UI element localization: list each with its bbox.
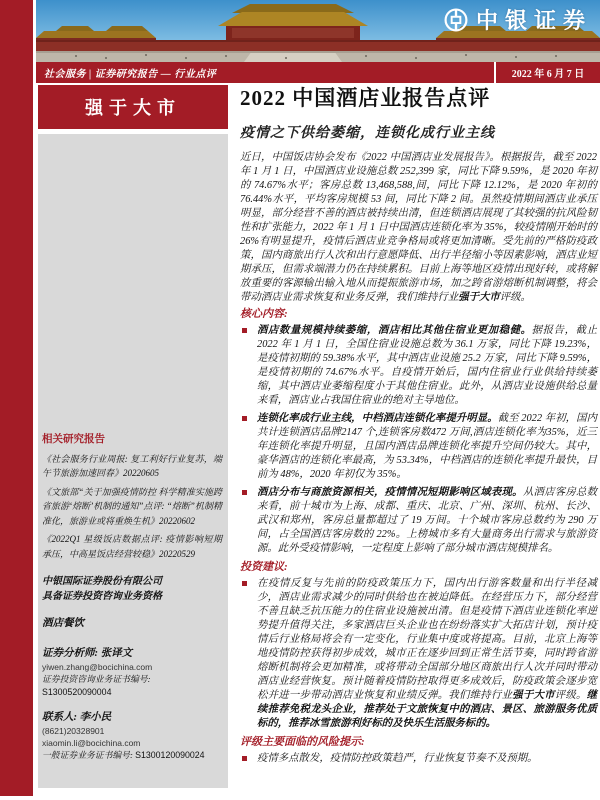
bullet-square-icon (242, 581, 247, 586)
bullet-square-icon (242, 416, 247, 421)
bullet-lead: 连锁化率成行业主线，中档酒店连锁化率提升明显。 (257, 413, 498, 424)
core-bullet-item (240, 486, 597, 556)
related-report-item[interactable]: 《社会服务行业周报: 复工利好行业复苏，端午节旅游加速回春》20220605 (42, 453, 222, 478)
report-date: 2022 年 6 月 7 日 (511, 69, 585, 80)
core-content-heading: 核心内容: (240, 308, 288, 320)
contact-cert-number: S1300120090024 (135, 749, 205, 760)
bullet-body: 据报告，截止 2022 年 1 月 1 日，全国住宿业设施总数为 36.1 万家，同比下降 19.23%，是疫情初期的 59.38%水平，其中酒店业设施 25.2 万家，同比下降 9.59%，是疫情初期的 74.67%水平。自疫情开始后，国内住宿业行业供给持续萎缩，其中酒店业萎缩程度小于其他住宿业。此外，从酒店业设施供给总量来看，酒店业占我国住宿业的绝对主导地位。 (257, 325, 597, 406)
rating-badge: 强于大市 (38, 85, 228, 129)
company-block (42, 574, 222, 604)
intro-rating-emphasis: 强于大市 (458, 292, 500, 303)
bullet-square-icon (242, 756, 247, 761)
analyst-block (42, 646, 222, 699)
contact-email[interactable]: xiaomin.li@bocichina.com (42, 737, 141, 748)
core-bullet-item (240, 412, 597, 482)
sector-label: 酒店餐饮 (42, 618, 84, 629)
bullet-square-icon (242, 328, 247, 333)
brand-logo-text: 中银证券 (475, 8, 592, 33)
contact-block (42, 710, 222, 762)
bullet-lead: 酒店分布与商旅资源相关，疫情情况短期影响区域表现。 (257, 487, 523, 498)
analyst-name: 证券分析师: 张译文 (42, 647, 133, 659)
intro-paragraph (240, 151, 597, 305)
related-report-item[interactable]: 《2022Q1 星级饭店数据点评: 疫情影响短期承压，中高星饭店经营较稳》20220529 (42, 534, 222, 559)
bullet-body: 从酒店客房总数来看，前十城市为上海、成都、重庆、北京、广州、深圳、杭州、长沙、武汉和郑州，客房总量都超过了 19 万间。十个城市客房总数约为 290 万间，占全国酒店客房数的 22%。上榜城市多有大量商务出行需求与旅游资源。此外受疫情影响，一定程度上影响了部分城市酒店规模排名。 (257, 487, 597, 554)
company-name: 中银国际证券股份有限公司 (42, 576, 162, 587)
contact-cert (42, 749, 222, 762)
bullet-body: 截至 2022 年初，国内共计连锁酒店品牌2147 个,连锁客房数472 万间,酒店连锁化率为35%，近三年连锁化率提升明显，且国内酒店品牌连锁化率提升空间仍较大。其中，豪华酒店的连锁化率最高，为 53.34%，中档酒店的连锁化率提升最快，目前为 48%，2020 年初仅为 35%。 (257, 413, 597, 480)
intro-text: 近日，中国饭店协会发布《2022 中国酒店业发展报告》。根据报告，截至 2022 年 1 月 1 日，中国酒店业设施总数 252,399 家，同比下降 9.59%，是 2020 年初的 74.67%水平；客房总数 13,468,588,间，同比下降 12.12%，是 2020 年初的 76.44%水平，平均客房规模 53 间，同比下降 2 间。虽然疫情期间酒店业承压明显，部分经营不善的酒店被持续出清，但连锁酒店展现了其较强的抗风险韧性和扩张能力，2022 年 1 月 1 日中国酒店连锁化率为 35%，较疫情刚开始时的 26%有明显提升，疫情后酒店业竞争格局或将更加清晰。受先前的严格防疫政策，国内商旅出行人次和出行意愿降低、出行半径缩小等因素影响，酒店业短期承压，但需求端潜力仍在持续累积。目前上海等地区疫情出现好转，或将解放重要的客源输出输入地从而提振旅游市场，加之跨省游熔断机制调整，将会带动酒店业需求恢复和业务反弹，我们维持行业 (240, 152, 597, 303)
risk-text: 疫情多点散发，疫情防控政策趋严，行业恢复节奏不及预期。 (257, 753, 538, 764)
company-qualification: 具备证券投资咨询业务资格 (42, 591, 162, 602)
related-report-item[interactable]: 《文旅部“关于加强疫情防控 科学精准实施跨省旅游‘熔断’机制的通知”点评: “熔断”机制精准化，旅游业或将重焕生机》20220602 (42, 486, 222, 526)
advice-text: 在疫情反复与先前的防疫政策压力下，国内出行游客数量和出行半径减少，酒店业需求减少的同时供给也在被迫降低。在经营压力下，部分经营不善且缺乏抗压能力的住宿业设施被出清。但是疫情下酒店业连锁化率逆势提升值得关注，多家酒店巨头企业也在纷纷落实扩大拓店计划，预计疫情后行业格局将会有一定变化，行业集中度或将提高。目前，北京上海等地疫情防控获得初步成效，城市正在逐步回到正常生活节奏，同时跨省游熔断机制将会更加精准，或将带动全国部分地区商旅出行人次并同时带动酒店业经营恢复。预计随着疫情防控取得更多成效后，防疫政策会逐步宽松并进一步带动酒店业恢复和业绩反弹。我们维持行业 (257, 578, 597, 701)
page-subtitle: 疫情之下供给萎缩，连锁化成行业主线 (240, 126, 495, 141)
advice-bullet-item (240, 577, 597, 731)
advice-recommendation-emphasis: 继续推荐免税龙头企业，推荐处于文旅恢复中的酒店、景区、旅游服务优质标的，推荐冰雪旅游利好标的及快乐生活服务标的。 (257, 690, 598, 729)
page-title: 2022 中国酒店业报告点评 (240, 86, 491, 110)
analyst-email[interactable]: yiwen.zhang@bocichina.com (42, 661, 153, 672)
core-bullet-item (240, 324, 597, 408)
risk-bullet-list (240, 752, 597, 766)
bullet-lead: 酒店数量规模持续萎缩，酒店相比其他住宿业更加稳健。 (257, 325, 532, 336)
main-content (240, 85, 597, 770)
contact-name: 联系人: 李小民 (42, 711, 112, 723)
advice-bullet-list (240, 577, 597, 731)
advice-text: 评级。 (554, 690, 587, 701)
risk-heading: 评级主要面临的风险提示: (240, 736, 365, 748)
contact-cert-label: 一般证券业务证书编号: (42, 749, 136, 760)
bullet-square-icon (242, 490, 247, 495)
left-accent-strip (0, 0, 33, 796)
boc-emblem-icon (443, 7, 469, 33)
meta-bar (36, 62, 600, 83)
related-reports-heading: 相关研究报告 (42, 434, 105, 445)
report-category-label: 社会服务 | 证券研究报告 — 行业点评 (44, 69, 217, 80)
brand-logo (443, 4, 592, 35)
sidebar (38, 134, 228, 788)
contact-phone: (8621)20328901 (42, 725, 105, 736)
banner-image (36, 0, 600, 62)
risk-bullet-item (240, 752, 597, 766)
advice-rating-emphasis: 强于大市 (512, 690, 555, 701)
analyst-cert-number: S1300520090004 (42, 686, 112, 697)
intro-text-end: 评级。 (499, 292, 531, 303)
core-bullet-list (240, 324, 597, 556)
analyst-cert-label: 证券投资咨询业务证书编号: (42, 673, 151, 684)
analyst-cert (42, 673, 222, 699)
investment-advice-heading: 投资建议: (240, 561, 288, 573)
